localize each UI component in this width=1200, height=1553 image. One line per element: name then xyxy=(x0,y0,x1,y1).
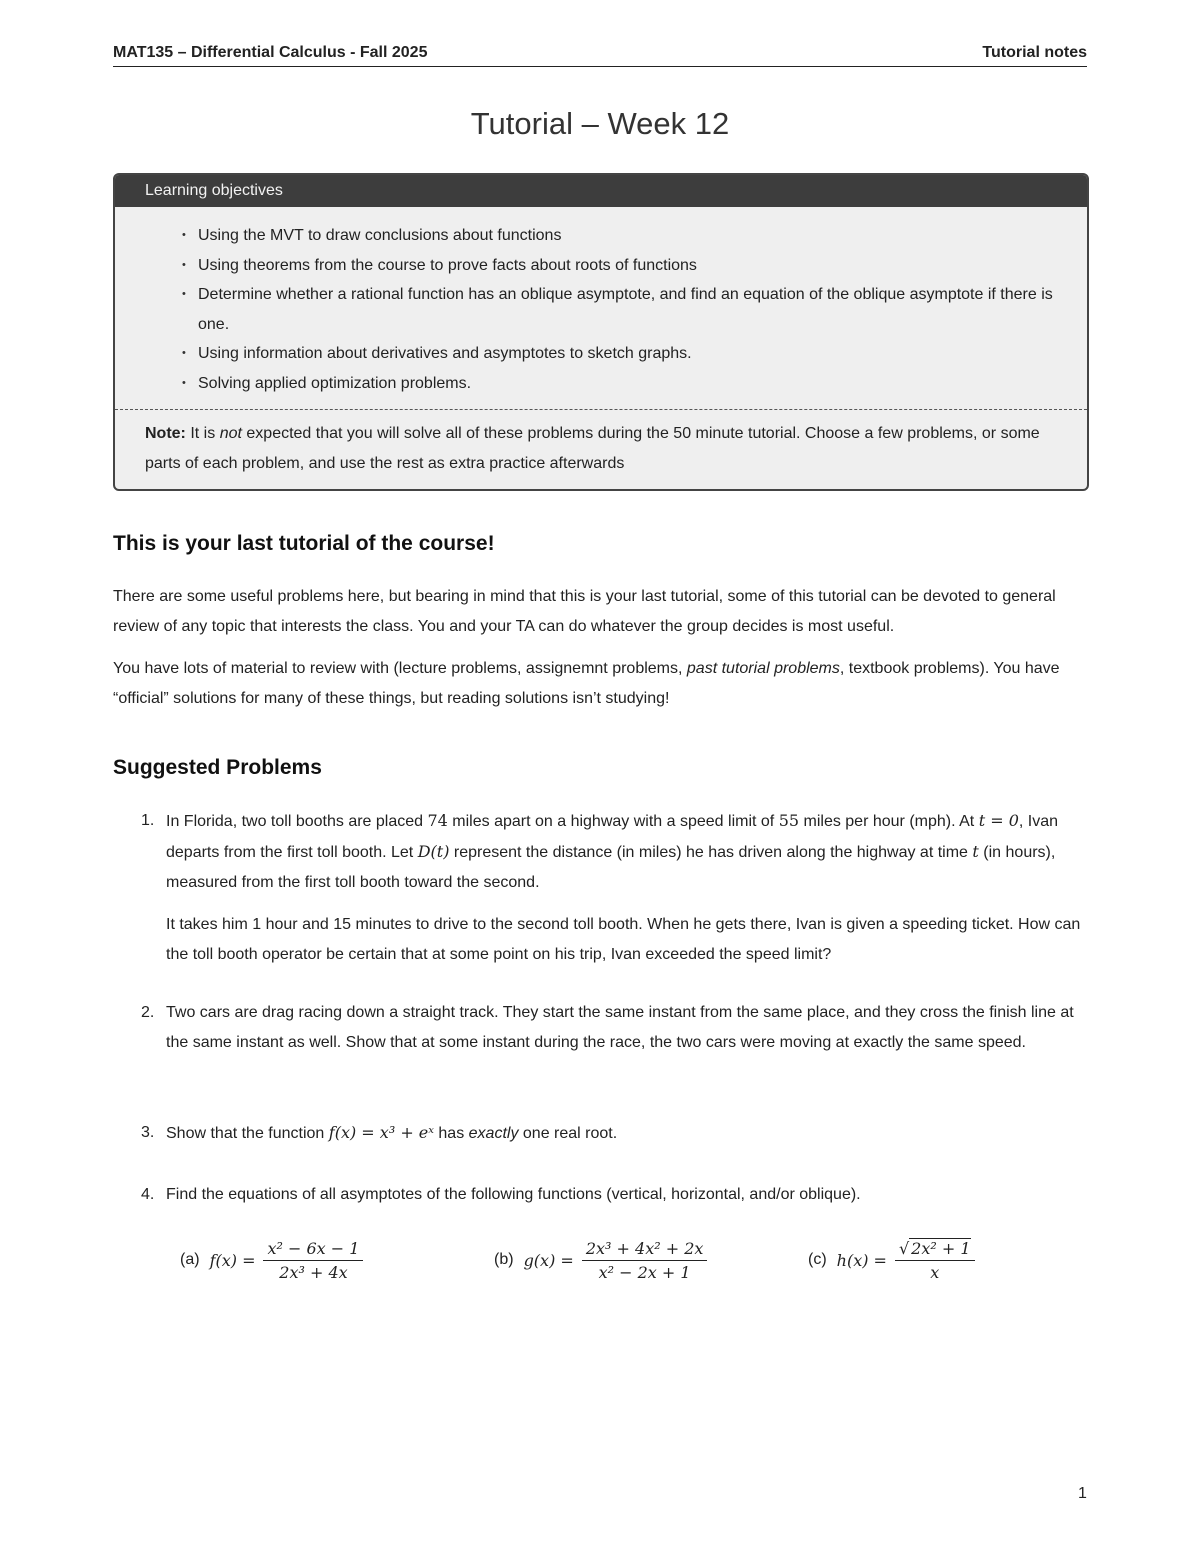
learning-objectives-box xyxy=(113,173,1089,491)
problem-2-text: Two cars are drag racing down a straight track. They start the same instant from the same place, and they cross the finish line at the same instant as well. Show that at some instant during the race, the two cars were moving at exactly the same speed. xyxy=(166,1004,1074,1051)
problem-3-text xyxy=(166,1118,1088,1149)
problem-4-parts xyxy=(0,1232,1200,1292)
objective-item: • Using the MVT to draw conclusions about functions xyxy=(198,221,1067,251)
problem-number: 3. xyxy=(141,1124,155,1141)
para-emphasis: past tutorial problems xyxy=(686,660,840,677)
para-text: You have lots of material to review with (lecture problems, assignemnt problems, xyxy=(113,660,683,677)
problem-number: 1. xyxy=(141,812,155,829)
text: In Florida, two toll booths are placed xyxy=(166,813,424,830)
math-expression: f(x) = x³ + eˣ xyxy=(328,1123,434,1142)
fraction xyxy=(263,1239,363,1282)
text: , Ivan departs from the first toll booth. Let xyxy=(166,813,1059,861)
problem-number: 2. xyxy=(141,1004,155,1021)
radicand: 2x² + 1 xyxy=(911,1238,971,1258)
problem-3 xyxy=(113,1118,1088,1149)
problem-2 xyxy=(113,998,1088,1058)
text: miles per hour (mph). At xyxy=(803,813,975,830)
sqrt-symbol: √ xyxy=(898,1238,910,1258)
objective-item: • Determine whether a rational function has an oblique asymptote, and find an equation of the oblique asymptote if there is one. xyxy=(198,280,1067,339)
text: (in hours), measured from the first toll booth toward the second. xyxy=(166,844,1056,891)
math-value: 55 xyxy=(778,811,800,830)
text: represent the distance (in miles) he has driven along the highway at time xyxy=(453,844,968,861)
objective-item: • Using information about derivatives and asymptotes to sketch graphs. xyxy=(198,339,1067,369)
page-title: Tutorial – Week 12 xyxy=(470,106,730,141)
note xyxy=(115,410,1087,489)
note-text: It is xyxy=(190,425,216,442)
part-label: (b) xyxy=(494,1251,514,1268)
problem-1 xyxy=(113,806,1088,970)
objectives-list xyxy=(115,207,1087,406)
emphasis: exactly xyxy=(468,1125,519,1142)
function-lhs: h(x) = xyxy=(836,1250,887,1270)
page-header xyxy=(113,42,1087,67)
part-b xyxy=(494,1232,707,1288)
problem-1-paragraph-2: It takes him 1 hour and 15 minutes to drive to the second toll booth. When he gets there, Ivan is given a speeding ticket. How can the toll booth operator be certain that at some point on his trip, Ivan exceeded the speed limit? xyxy=(166,916,1081,963)
last-tutorial-paragraph-1: There are some useful problems here, but bearing in mind that this is your last tutorial, some of this tutorial can be devoted to general review of any topic that interests the class. You and your TA can do whatever the group decides is most useful. xyxy=(113,588,1056,635)
problem-4 xyxy=(113,1180,1088,1210)
numerator: 2x³ + 4x² + 2x xyxy=(582,1239,708,1261)
math-value: 74 xyxy=(427,811,448,830)
note-text: expected that you will solve all of these problems during the 50 minute tutorial. Choose a few problems, or some parts of each problem, and use the rest as extra practice afterwards xyxy=(145,425,1040,472)
note-label: Note: xyxy=(145,425,186,442)
course-title: MAT135 – Differential Calculus - Fall 2025 xyxy=(113,44,428,61)
math-expression: t xyxy=(972,842,979,861)
text: one real root. xyxy=(522,1125,618,1142)
objectives-heading: Learning objectives xyxy=(115,175,1087,207)
problem-number: 4. xyxy=(141,1186,155,1203)
problem-4-text: Find the equations of all asymptotes of the following functions (vertical, horizontal, and/or oblique). xyxy=(166,1186,861,1203)
note-emphasis: not xyxy=(219,425,242,442)
fraction xyxy=(895,1239,975,1282)
part-label: (c) xyxy=(808,1251,827,1268)
para-text: , textbook problems). You have “official” solutions for many of these things, but reading solutions isn’t studying! xyxy=(113,660,1060,707)
page-number: 1 xyxy=(1078,1485,1087,1502)
denominator: x xyxy=(930,1262,940,1282)
part-c xyxy=(808,1232,975,1288)
text: has xyxy=(438,1125,465,1142)
last-tutorial-heading: This is your last tutorial of the course! xyxy=(113,532,495,555)
part-a xyxy=(180,1232,363,1288)
denominator: 2x³ + 4x xyxy=(279,1262,348,1282)
objective-item: • Solving applied optimization problems. xyxy=(198,369,1067,399)
last-tutorial-paragraph-2 xyxy=(113,654,1088,714)
suggested-problems-heading: Suggested Problems xyxy=(113,756,322,779)
numerator: x² − 6x − 1 xyxy=(263,1239,363,1261)
function-lhs: g(x) = xyxy=(523,1250,574,1270)
numerator xyxy=(895,1239,975,1261)
denominator: x² − 2x + 1 xyxy=(598,1262,691,1282)
math-expression: D(t) xyxy=(417,842,450,861)
text: miles apart on a highway with a speed limit of xyxy=(452,813,775,830)
function-lhs: f(x) = xyxy=(209,1250,256,1270)
fraction xyxy=(582,1239,708,1282)
math-expression: t = 0 xyxy=(978,811,1019,830)
part-label: (a) xyxy=(180,1251,200,1268)
objective-item: • Using theorems from the course to prove facts about roots of functions xyxy=(198,251,1067,281)
text: Show that the function xyxy=(166,1125,325,1142)
problem-1-text xyxy=(166,806,1088,898)
header-label: Tutorial notes xyxy=(982,44,1087,61)
